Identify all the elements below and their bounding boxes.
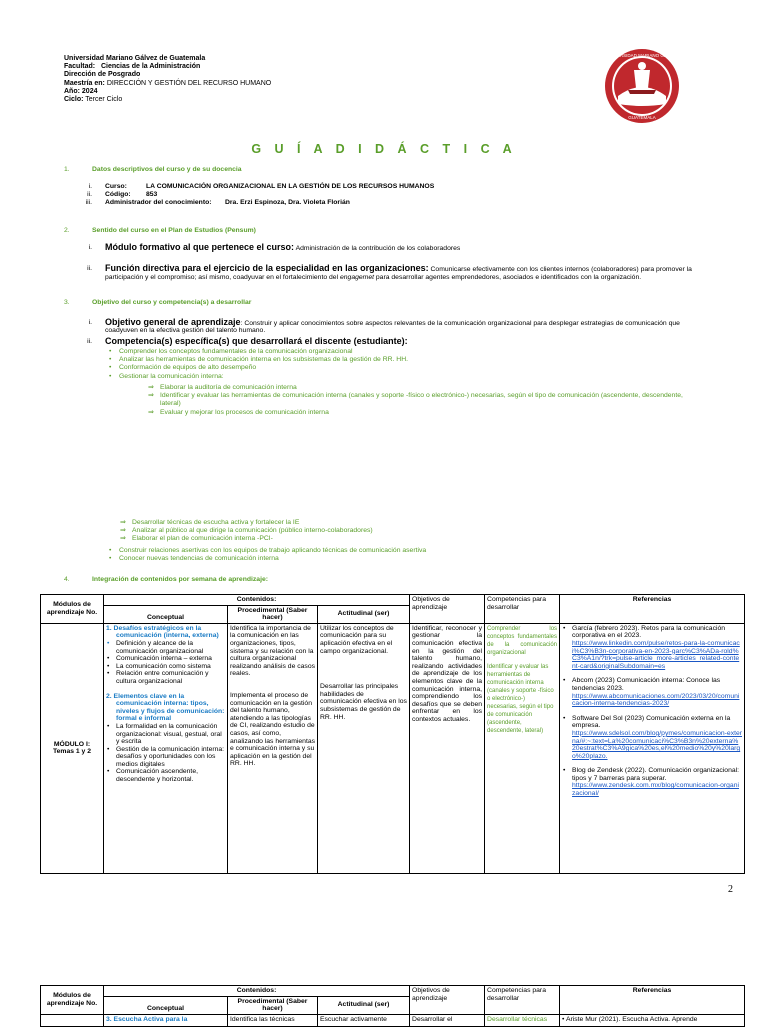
faculty-value: Ciencias de la Administración <box>100 63 201 71</box>
header-procedimental: Procedimental (Saber hacer) <box>228 605 318 623</box>
sub-competency-item: ⇒ Elaborar la auditoría de comunicación interna <box>148 384 297 391</box>
course-row: i. Curso: LA COMUNICACIÓN ORGANIZACIONAL EN LA GESTIÓN DE LOS RECURSOS HUMANOS <box>88 183 435 190</box>
header-conceptual: Conceptual <box>104 605 228 623</box>
objectives-cell: Identificar, reconocer y gestionar la comunicación efectiva en la gestión del talento humano, realizando actividades de aprendizaje de los elementos clave de la comunicación interna, comprendiendo los desafíos que se deben enfrentar en los contextos actuales. <box>410 623 485 873</box>
document-page: Universidad Mariano Gálvez de Guatemala Facultad: Ciencias de la Administración Dirección de Posgrado Maestría en: DIRECCIÓN Y GESTIÓN DEL RECURSO HUMANO Año: 2024 Ciclo: Tercer Ciclo UNIVERSIDAD MARIANO GÁLVEZ GUATEMALA G U Í A D I D Á C T I C A 1. Datos descriptivos del curso y de su docencia i. Curso: LA COMUNICACIÓN ORGANIZACIONAL EN LA GESTIÓN DE LOS RECURSOS HUMANOS ii. Código: 853 iii. Administrador del conocimiento: Dra. Erzi Espinoza, Dra. Violeta Florián 2. Sentido del curso en el Plan de Estudios (Pensum) i. Módulo formativo al que pertenece el curso: Administración de la contribución de los colaboradores ii. Función directiva para el ejercicio de la especialidad en las organizaciones: Comunicarse efectivamente con los clientes internos (colaboradores) para promover la participación y el compromiso; así mismo, coadyuvar en el fortalecimiento del engagemet para desarrollar agentes emprendedores, asociados e identificados con la organización. 3. Objetivo del curso y competencia(s) a desarrollar i. Objetivo general de aprendizaje: Construir y aplicar conocimientos sobre aspectos relevantes de la comunicación organizacional para desplegar estrategias de comunicación que coadyuven en la efectiva gestión del talento humano. ii. Competencia(s) específica(s) que desarrollará el discente (estudiante): • Comprender los conceptos fundamentales de la comunicación organizacional • Analizar las herramientas de comunicación interna en los subsistemas de la gestión de RR. HH. • Conformación de equipos de alto desempeño • Gestionar la comunicación interna: ⇒ Elaborar la auditoría de comunicación interna ⇒ Identificar y evaluar las herramientas de comunicación interna (canales y soporte -físico o electrónico-) necesarias, según el tipo de comunicación (ascendente, descendente, lateral) ⇒ Evaluar y mejorar los procesos de comunicación interna ⇒ Desarrollar técnicas de escucha activa y fortalecer la IE ⇒ Analizar al público al que dirige la comunicación (público interno-colaboradores) ⇒ Elaborar el plan de comunicación interna -PCI- • Construir relaciones asertivas con los equipos de trabajo aplicando técnicas de comunicación asertiva • Conocer nuevas tendencias de comunicación interna 4. Integración de contenidos por semana de aprendizaje: Módulos de aprendizaje No. Contenidos: Objetivos de aprendizaje Competencias para desarrollar Referencias Conceptual Procedimental (Saber hacer) Actitudinal (ser) MÓDULO I: Temas 1 y 2 1. Desafíos estratégicos en la comunicación (interna, externa) • Definición y alcance de la comunicación organizacional • Comunicación interna – externa • La comunicación como sistema • Relación entre comunicación y cultura organizacional 2. Elementos clave en la comunicación interna: tipos, niveles y flujos de comunicación: formal e informal • La formalidad en la comunicación organizacional: visual, gestual, oral y escrita • Gestión de la comunicación interna: desafíos y oportunidades con los medios digitales • Comunicación ascendente, descendente y horizontal. Identifica la importancia de la comunicación en las organizaciones, tipos, sistema y su relación con la cultura organizacional realizando análisis de casos reales. Implementa el proceso de comunicación en la gestión del talento humano, atendiendo a las tipologías de CI, realizando estudio de casos, así como, analizando las herramientas e comunicación interna y su aplicación en la gestión del RR. HH. Utilizar los conceptos de comunicación para su aplicación efectiva en el campo organizacional. Desarrollar las principales habilidades de comunicación efectiva en los subsistemas de gestión de RR. HH. Identificar, reconocer y gestionar la comunicación efectiva en la gestión del talento humano, realizando actividades de aprendizaje de los elementos clave de la comunicación interna, comprendiendo los desafíos que se deben enfrentar en los contextos actuales. Comprender los conceptos fundamentales de la comunicación organizacional Identificar y evaluar las herramientas de comunicación interna (canales y soporte -físico o electrónico-) necesarias, según el tipo de comunicación (ascendente, descendente, lateral) • García (febrero 2023). Retos para la comunicación corporativa en el 2023. https://www.linkedin.com/pulse/retos-para-la-comunicaci%C3%B3n-corporativa-en-2023-garc%C3%ADa-rold%C3%A1n/?trk=pulse-article_more-articles_related-content-card&originalSubdomain=es • Abcom (2023) Comunicación interna: Conoce las tendencias 2023. https://www.abcomunicaciones.com/2023/03/20/comunicacion-interna-tendencias-2023/ • Software Del Sol (2023) Comunicación externa en la empresa. https://www.sdelsol.com/blog/pymes/comunicacion-externa/#:~:text=La%20comunicaci%C3%B3n%20externa%20estrat%C3%A9gica%20es,el%20medio%20y%20largo%20plazo. • Blog de Zendesk (2022). Comunicación organizacional: tipos y 7 barreras para superar. https://www.zendesk.com.mx/blog/comunicacion-organizacional/ 2 Módulos de aprendizaje No. Contenidos: Objetivos de aprendizaje Competencias para desarrollar Referencias Conceptual Procedimental (Saber hacer) Actitudinal (ser) 3. Escucha Activa para la Identifica las técnicas Escuchar activamente Desarrollar el Desarrollar técnicas • Ariste Mur (2021). Escucha Activa. Aprende <box>0 0 768 1024</box>
svg-text:UNIVERSIDAD MARIANO GÁLVEZ: UNIVERSIDAD MARIANO GÁLVEZ <box>606 53 678 58</box>
header-references: Referencias <box>560 986 745 1015</box>
page-number: 2 <box>728 884 733 895</box>
header-modules: Módulos de aprendizaje No. <box>41 986 104 1015</box>
topic-item: • La comunicación como sistema <box>116 663 225 671</box>
reference-link[interactable]: https://www.sdelsol.com/blog/pymes/comunicacion-externa/#:~:text=La%20comunicaci%C3%B3n%20externa%20estrat%C3%A9gica%20es,el%20medio%20y%20largo%20plazo. <box>572 729 743 760</box>
code-row: ii. Código: 853 <box>87 191 158 198</box>
topic-item: • La formalidad en la comunicación organizacional: visual, gestual, oral y escrita <box>116 723 225 746</box>
faculty-label: Facultad: <box>64 63 96 71</box>
header-references: Referencias <box>560 595 745 624</box>
contents-table <box>40 594 745 874</box>
actitudinal-text-1: Utilizar los conceptos de comunicación para su aplicación efectiva en el campo organizacional. <box>320 624 394 655</box>
university-name: Universidad Mariano Gálvez de Guatemala <box>64 55 206 62</box>
table-row-module-2 <box>41 1014 745 1026</box>
competency-item: • Construir relaciones asertivas con los equipos de trabajo aplicando técnicas de comunicación asertiva <box>109 547 427 554</box>
competencies-list-top <box>109 348 749 381</box>
header-objectives: Objetivos de aprendizaje <box>410 595 485 624</box>
reference-item: • Abcom (2023) Comunicación interna: Conoce las tendencias 2023. https://www.abcomunicaciones.com/2023/03/20/comunicacion-interna-tendencias-2023/ <box>572 677 742 707</box>
header-objectives: Objetivos de aprendizaje <box>410 986 485 1015</box>
general-objective: i. Objetivo general de aprendizaje: Construir y aplicar conocimientos sobre aspectos relevantes de la comunicación organizacional para desplegar estrategias de comunicación que coadyuven en la efectiva gestión del talento humano. <box>88 317 680 334</box>
sub-competency-item: ⇒ Evaluar y mejorar los procesos de comunicación interna <box>148 408 329 416</box>
topic-2-title: 2. Elementos clave en la comunicación interna: tipos, niveles y flujos de comunicación: formal e informal <box>106 692 225 723</box>
header-actitudinal: Actitudinal (ser) <box>318 605 410 623</box>
topic-item: • Gestión de la comunicación interna: desafíos y oportunidades con los medios digitales <box>116 746 225 769</box>
svg-text:GUATEMALA: GUATEMALA <box>628 115 656 120</box>
direction-label: Dirección de Posgrado <box>64 71 141 79</box>
competency-item: • Gestionar la comunicación interna: <box>109 372 224 380</box>
competencies-list-bottom <box>109 547 719 563</box>
competency-item: • Conformación de equipos de alto desempeño <box>109 364 257 372</box>
university-seal-logo <box>604 48 680 124</box>
actitudinal-text-2: Desarrollar las principales habilidades de comunicación efectiva en los subsistemas de gestión de RR. HH. <box>320 683 407 721</box>
actitudinal-text: Escuchar activamente <box>318 1014 410 1026</box>
topic-item: • Comunicación interna – externa <box>116 655 225 663</box>
cycle-label: Ciclo: <box>64 96 84 104</box>
competency-item: • Conocer nuevas tendencias de comunicación interna <box>109 555 279 563</box>
conceptual-cell <box>104 623 228 873</box>
references-cell <box>560 623 745 873</box>
topic-3-title: 3. Escucha Activa para la <box>104 1014 228 1026</box>
header-competencies: Competencias para desarrollar <box>485 595 560 624</box>
sub-competency-item: lateral) <box>160 400 181 408</box>
header-competencies: Competencias para desarrollar <box>485 986 560 1015</box>
sub-competency-item: ⇒ Analizar al público al que dirige la comunicación (público interno-colaboradores) <box>120 527 373 535</box>
header-contents: Contenidos: <box>104 986 410 997</box>
procedimental-text: Identifica las técnicas <box>228 1014 318 1026</box>
reference-link[interactable]: https://www.abcomunicaciones.com/2023/03/20/comunicacion-interna-tendencias-2023/ <box>572 692 740 708</box>
procedimental-text-1: Identifica la importancia de la comunicación en las organizaciones, tipos, sistema y su relación con la cultura organizacional realizando análisis de casos reales. <box>230 624 316 678</box>
module-2-label <box>41 1014 104 1026</box>
module-1-label: MÓDULO I: Temas 1 y 2 <box>41 623 104 873</box>
competencies-cell <box>485 623 560 873</box>
header-contents: Contenidos: <box>104 595 410 606</box>
admin-row: iii. Administrador del conocimiento: Dra. Erzi Espinoza, Dra. Violeta Florián <box>85 199 350 206</box>
competencies-sublist-top <box>148 384 748 417</box>
objectives-text: Desarrollar el <box>410 1014 485 1026</box>
document-header <box>64 55 271 104</box>
header-conceptual: Conceptual <box>104 996 228 1014</box>
topic-item: • Definición y alcance de la comunicación organizacional <box>116 640 225 655</box>
course-data-list <box>80 183 680 207</box>
header-modules: Módulos de aprendizaje No. <box>41 595 104 624</box>
reference-item: • Blog de Zendesk (2022). Comunicación organizacional: tipos y 7 barreras para superar. https://www.zendesk.com.mx/blog/comunicacion-organizacional/ <box>572 767 742 797</box>
competency-item: • Analizar las herramientas de comunicación interna en los subsistemas de la gestión de RR. HH. <box>109 356 409 364</box>
contents-table-continued <box>40 985 745 1027</box>
header-procedimental: Procedimental (Saber hacer) <box>228 996 318 1014</box>
competency-item: • Comprender los conceptos fundamentales de la comunicación organizacional <box>109 348 353 355</box>
competency-text-1: Comprender los conceptos fundamentales de la comunicación organizacional <box>487 625 558 656</box>
competency-text: Desarrollar técnicas <box>485 1014 560 1026</box>
competency-text-2: Identificar y evaluar las herramientas de comunicación interna (canales y soporte -físico o electrónico-) necesarias, según el tipo de comunicación (ascendente, descendente, lateral) <box>487 663 554 734</box>
reference-item: • Ariste Mur (2021). Escucha Activa. Aprende <box>560 1014 745 1026</box>
year-label: Año: <box>64 87 80 95</box>
sub-competency-item: ⇒ Elaborar el plan de comunicación interna -PCI- <box>120 535 273 543</box>
reference-item: • Software Del Sol (2023) Comunicación externa en la empresa. https://www.sdelsol.com/blog/pymes/comunicacion-externa/#:~:text=La%20comunicaci%C3%B3n%20externa%20estrat%C3%A9gica%20es,el%20medio%20y%20largo%20plazo. <box>572 715 742 761</box>
sub-competency-item: ⇒ Identificar y evaluar las herramientas de comunicación interna (canales y soporte -físico o electrónico-) necesarias, según el tipo de comunicación (ascendente, descendente, <box>148 392 683 400</box>
topic-1-title: 1. Desafíos estratégicos en la comunicación (interna, externa) <box>106 624 219 640</box>
reference-item: • García (febrero 2023). Retos para la comunicación corporativa en el 2023. https://www.linkedin.com/pulse/retos-para-la-comunicaci%C3%B3n-corporativa-en-2023-garc%C3%ADa-rold%C3%A1n/?trk=pulse-article_more-articles_related-content-card&originalSubdomain=es <box>572 625 742 671</box>
procedimental-cell <box>228 623 318 873</box>
header-actitudinal: Actitudinal (ser) <box>318 996 410 1014</box>
actitudinal-cell <box>318 623 410 873</box>
year-value: 2024 <box>81 87 98 95</box>
reference-link[interactable]: https://www.linkedin.com/pulse/retos-para-la-comunicaci%C3%B3n-corporativa-en-2023-garc%C3%ADa-rold%C3%A1n/?trk=pulse-article_more-articles_related-content-card&originalSubdomain=es <box>572 639 740 670</box>
topic-item: • Relación entre comunicación y cultura organizacional <box>116 670 225 685</box>
competencies-sublist-bottom <box>120 519 732 544</box>
topic-item: • Comunicación ascendente, descendente y horizontal. <box>116 768 225 783</box>
procedimental-text-2: Implementa el proceso de comunicación en la gestión del talento humano, atendiendo a las tipologías de CI, realizando estudio de casos, así como, analizando las herramientas e comunicación interna y su aplicación en la gestión del RR. HH. <box>230 691 316 768</box>
cycle-value: Tercer Ciclo <box>85 96 123 104</box>
sub-competency-item: ⇒ Desarrollar técnicas de escucha activa y fortalecer la IE <box>120 519 300 526</box>
table-row-module-1 <box>41 623 745 873</box>
document-title: G U Í A D I D Á C T I C A <box>251 142 517 156</box>
master-value: DIRECCIÓN Y GESTIÓN DEL RECURSO HUMANO <box>106 79 272 87</box>
reference-link[interactable]: https://www.zendesk.com.mx/blog/comunicacion-organizacional/ <box>572 782 740 798</box>
master-label: Maestría en: <box>64 79 105 87</box>
